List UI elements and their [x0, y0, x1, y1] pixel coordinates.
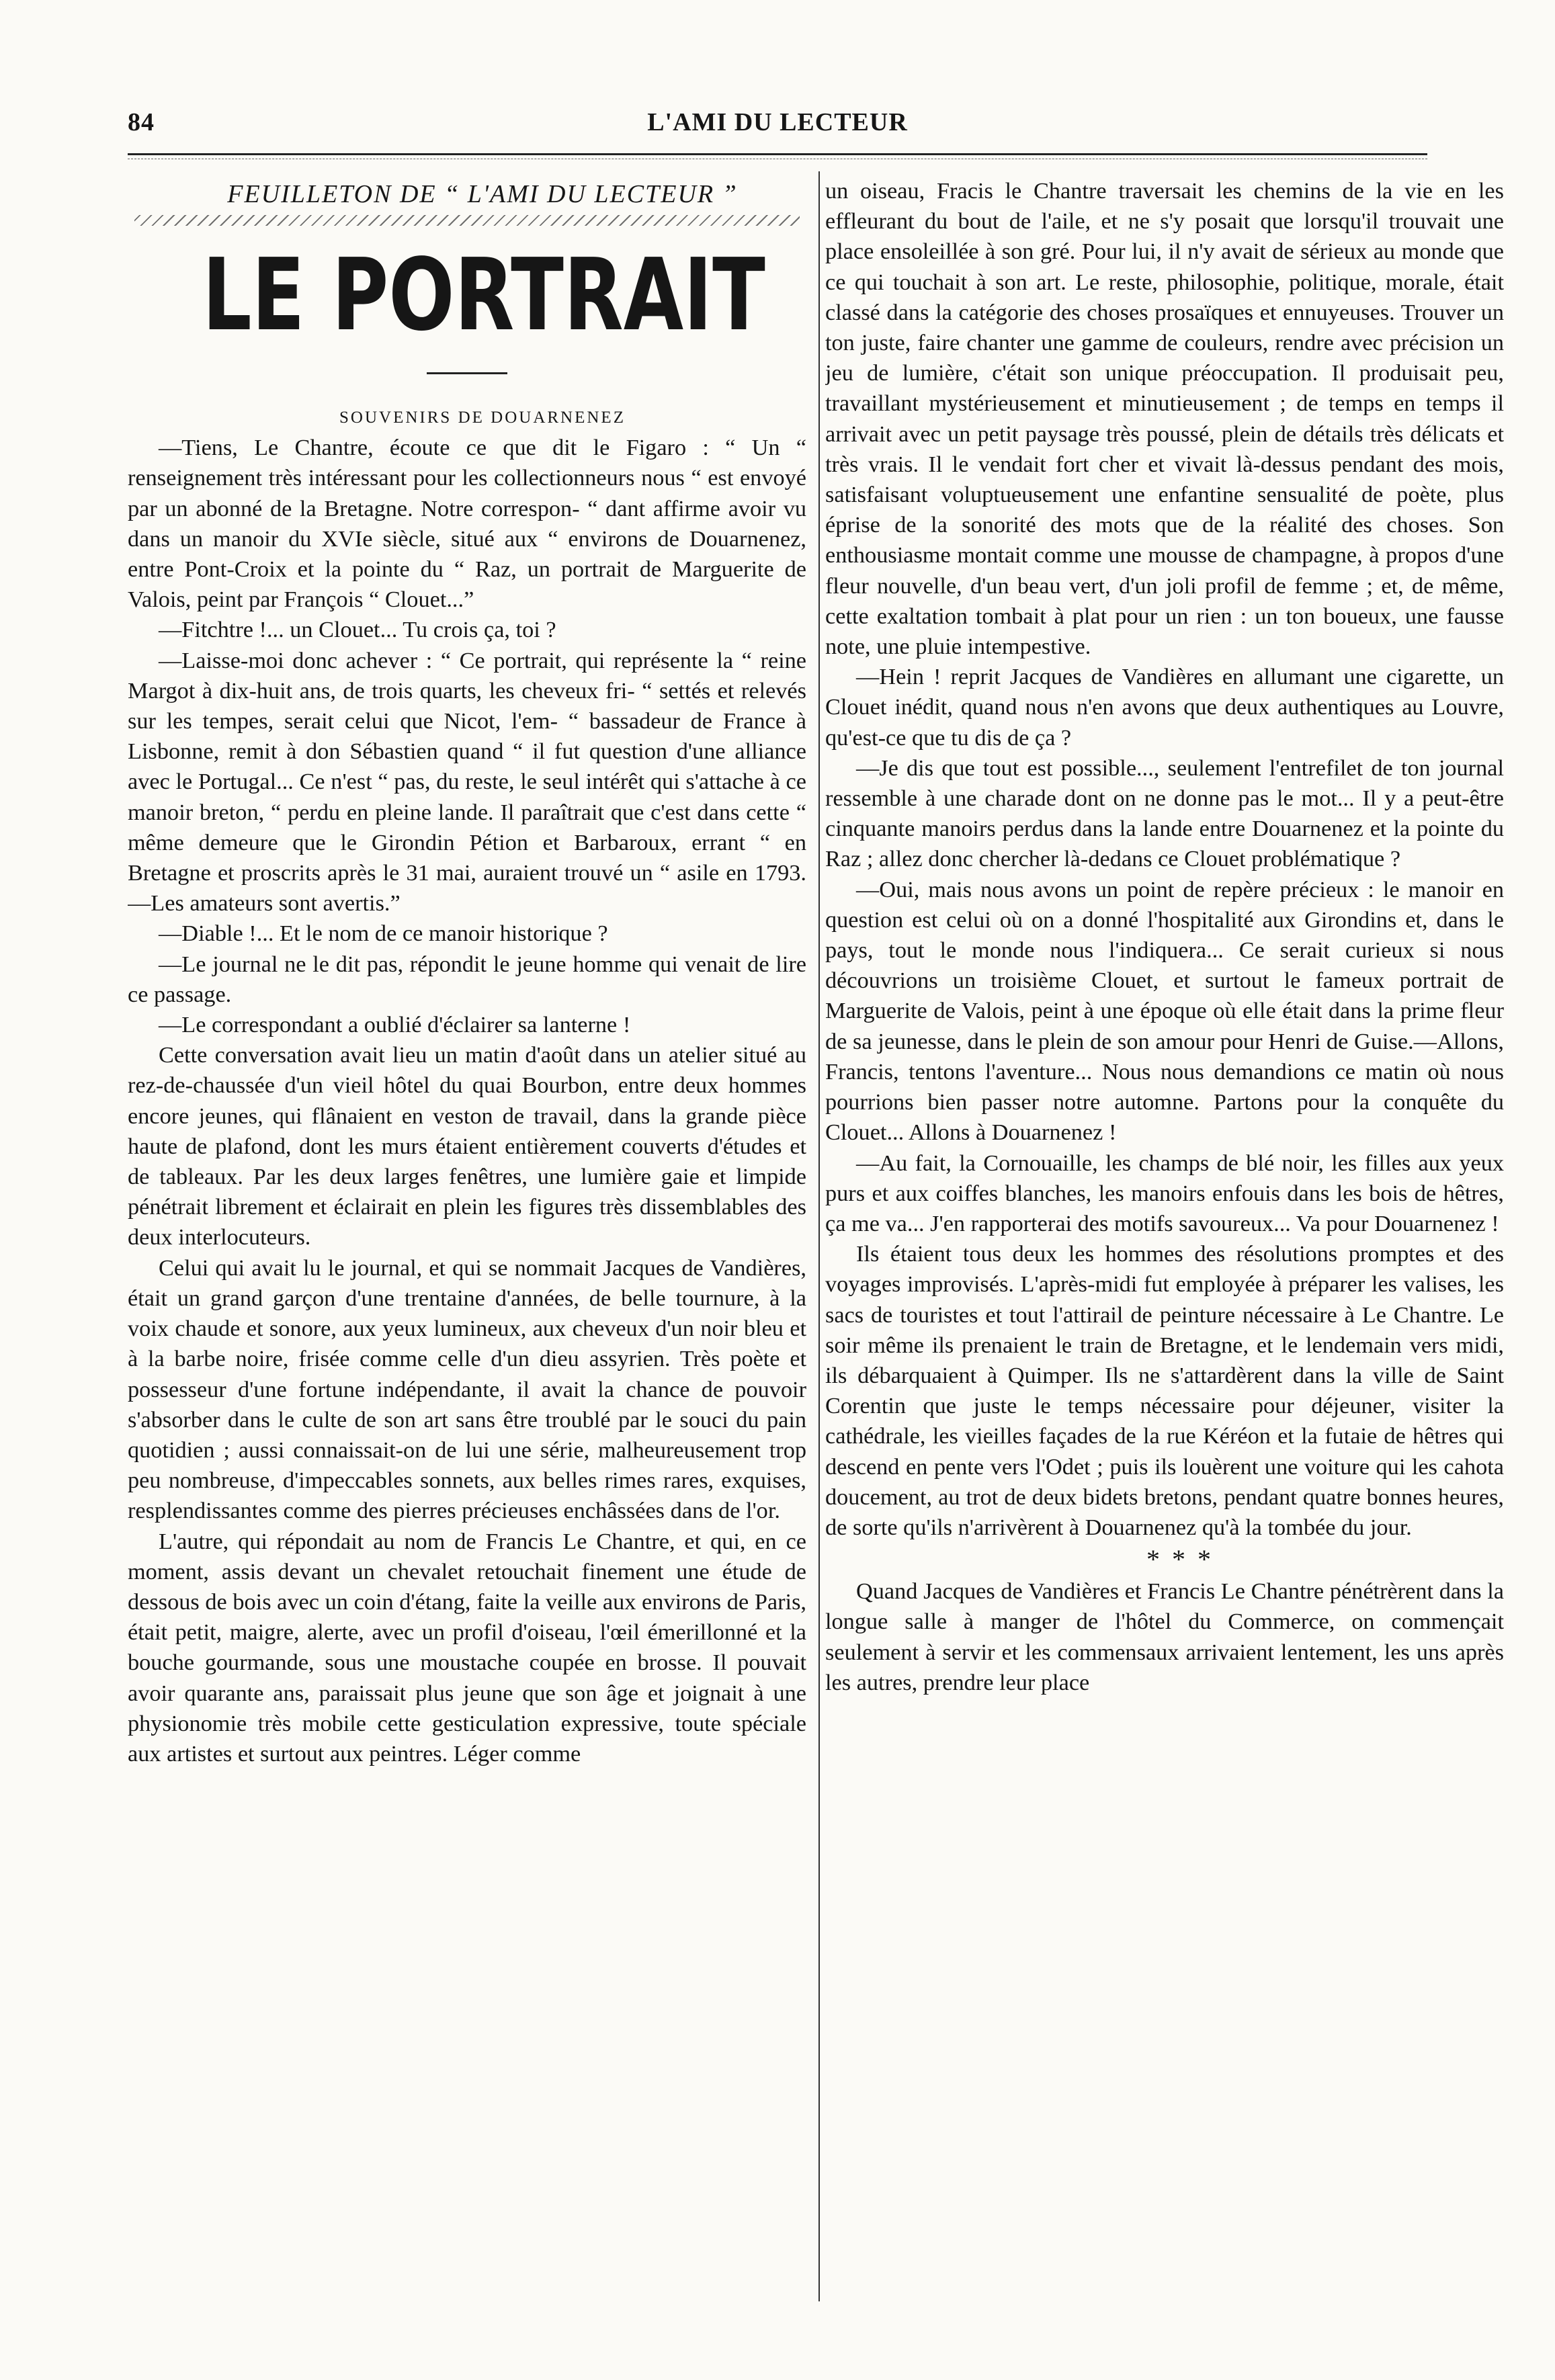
right-column-text-continued	[825, 1576, 1504, 1698]
paragraph: Cette conversation avait lieu un matin d'août dans un atelier situé au rez-de-chaussée d'un vieil hôtel du quai Bourbon, entre deux hommes encore jeunes, qui flânaient en veston de travail, dans la grande pièce haute de plafond, dont les murs étaient entièrement couverts d'études et de tableaux. Par les deux larges fenêtres, une lumière gaie et limpide pénétrait librement et éclairait en plein les figures très dissemblables des deux interlocuteurs.	[128, 1042, 806, 1250]
running-head	[128, 108, 1427, 141]
section-break-asterism: * * *	[1146, 1544, 1214, 1575]
journal-title: L'AMI DU LECTEUR	[647, 108, 908, 136]
paragraph: —Hein ! reprit Jacques de Vandières en allumant une cigarette, un Clouet inédit, quand nous n'en avons que deux authentiques au Louvre, qu'est-ce que tu dis de ça ?	[825, 664, 1504, 751]
right-column	[825, 176, 1504, 2313]
story-subtitle: SOUVENIRS DE DOUARNENEZ	[339, 409, 626, 427]
feuilleton-heading: FEUILLETON DE “ L'AMI DU LECTEUR ”	[227, 180, 738, 208]
paragraph: —Le journal ne le dit pas, répondit le jeune homme qui venait de lire ce passage.	[128, 951, 806, 1007]
paragraph: Quand Jacques de Vandières et Francis Le Chantre pénétrèrent dans la longue salle à manger de l'hôtel du Commerce, on commençait seulement à servir et les commensaux arrivaient lentement, les uns après les autres, prendre leur place	[825, 1578, 1504, 1695]
paragraph: —Laisse-moi donc achever : “ Ce portrait, qui représente la “ reine Margot à dix-huit ans, de trois quarts, les cheveux fri- “ settés et relevés sur les tempes, serait celui que Nicot, l'em- “ bassadeur de France à Lisbonne, remit à don Sébastien quand “ il fut question d'une alliance avec le Portugal... Ce n'est “ pas, du reste, le seul intérêt qui s'attache à ce manoir breton, “ perdu en pleine lande. Il paraîtrait que c'est dans cette “ même demeure que le Girondin Pétion et Barbaroux, errant “ en Bretagne et proscrits après le 31 mai, auraient trouvé un “ asile en 1793.—Les amateurs sont avertis.”	[128, 647, 806, 917]
paragraph: Ils étaient tous deux les hommes des résolutions promptes et des voyages improvisés. L'après-midi fut employée à préparer les valises, les sacs de touristes et tout l'attirail de peinture nécessaire à Le Chantre. Le soir même ils prenaient le train de Bretagne, et le lendemain vers midi, ils débarquaient à Quimper. Ils ne s'attardèrent dans la ville de Saint Corentin que juste le temps nécessaire pour déjeuner, visiter la cathédrale, les vieilles façades de la rue Kéréon et la futaie de hêtres qui descend en pente vers l'Odet ; puis ils louèrent une voiture qui les cahota doucement, au trot de deux bidets bretons, pendant quatre bonnes heures, de sorte qu'ils n'arrivèrent à Douarnenez qu'à la tombée du jour.	[825, 1241, 1504, 1540]
paragraph: L'autre, qui répondait au nom de Francis Le Chantre, et qui, en ce moment, assis devant un chevalet retouchait finement une étude de dessous de bois avec un coin d'étang, faite la veille aux environs de Paris, était petit, maigre, alerte, avec un profil d'oiseau, l'œil émerillonné et la bouche gourmande, sous une moustache coupée en brosse. Il pouvait avoir quarante ans, paraissait plus jeune que son âge et joignait à une physionomie très mobile cette gesticulation expressive, toute spéciale aux artistes et surtout aux peintres. Léger comme	[128, 1528, 806, 1767]
paragraph: —Diable !... Et le nom de ce manoir historique ?	[159, 921, 608, 947]
column-divider	[818, 171, 820, 2301]
paragraph: —Oui, mais nous avons un point de repère précieux : le manoir en question est celui où on a donné l'hospitalité aux Girondins et, dans le pays, tout le monde nous l'indiquera... Ce serait curieux si nous découvrions un troisième Clouet, et surtout le fameux portrait de Marguerite de Valois, peint à une époque où elle était dans la prime fleur de sa jeunesse, dans le plein de son amour pour Henri de Guise.—Allons, Francis, tentons l'aventure... Nous nous demandions ce matin où nous pourrions bien passer notre automne. Partons pour la conquête du Clouet... Allons à Douarnenez !	[825, 876, 1504, 1146]
page-number: 84	[128, 108, 155, 136]
story-title: LE PORTRAIT	[202, 237, 765, 353]
wavy-rule	[134, 215, 800, 226]
paragraph: —Tiens, Le Chantre, écoute ce que dit le Figaro : “ Un “ renseignement très intéressant pour les collectionneurs nous “ est envoyé par un abonné de la Bretagne. Notre correspon- “ dant affirme avoir vu dans un manoir du XVIe siècle, situé aux “ environs de Douarnenez, entre Pont-Croix et la pointe du “ Raz, un portrait de Marguerite de Valois, peint par François “ Clouet...”	[128, 435, 806, 613]
paragraph: —Je dis que tout est possible..., seulement l'entrefilet de ton journal ressemble à une charade dont on ne donne pas le mot... Il y a peut-être cinquante manoirs perdus dans la lande entre Douarnenez et la pointe du Raz ; allez donc chercher là-dedans ce Clouet problématique ?	[825, 755, 1504, 872]
right-column-text	[825, 176, 1504, 1543]
paragraph: —Le correspondant a oublié d'éclairer sa lanterne !	[159, 1012, 631, 1038]
left-column	[128, 176, 806, 2313]
header-rule	[128, 153, 1427, 155]
paragraph: —Au fait, la Cornouaille, les champs de blé noir, les filles aux yeux purs et aux coiffes blanches, les manoirs enfouis dans les bois de hêtres, ça me va... J'en rapporterai des motifs savoureux... Va pour Douarnenez !	[825, 1150, 1504, 1236]
paragraph: Celui qui avait lu le journal, et qui se nommait Jacques de Vandières, était un grand garçon d'une trentaine d'années, de belle tournure, à la voix chaude et sonore, aux yeux lumineux, aux cheveux d'un noir bleu et à la barbe noire, frisée comme celle d'un dieu assyrien. Très poète et possesseur d'une fortune indépendante, il avait la chance de pouvoir s'absorber dans le culte de son art sans être troublé par le souci du pain quotidien ; aussi connaissait-on de lui une série, malheureusement trop peu nombreuse, d'impeccables sonnets, aux belles rimes rares, exquises, resplendissantes comme des pierres précieuses enchâssées dans de l'or.	[128, 1255, 806, 1524]
paragraph: —Fitchtre !... un Clouet... Tu crois ça, toi ?	[159, 617, 556, 643]
paragraph: un oiseau, Fracis le Chantre traversait les chemins de la vie en les effleurant du bout de l'aile, et ne s'y posait que lorsqu'il trouvait une place ensoleillée à son gré. Pour lui, il n'y avait de sérieux au monde que ce qui touchait à son art. Le reste, philosophie, politique, morale, était classé dans la catégorie des choses prosaïques et ennuyeuses. Trouver un ton juste, faire chanter une gamme de couleurs, rendre avec précision un jeu de lumière, c'était son unique préoccupation. Il produisait peu, travaillant mystérieusement et minutieusement ; de temps en temps il arrivait avec un petit paysage très poussé, plein de détails très délicats et très vrais. Il le vendait fort cher et vivait là-dessus pendant des mois, satisfaisant voluptueusement une enfantine sensualité de poète, plus éprise de la sonorité des mots que de la réalité des choses. Son enthousiasme montait comme une mousse de champagne, à propos d'une fleur nouvelle, d'un beau vert, d'un joli profil de femme ; et, de même, cette exaltation tombait à plat pour un rien : un ton boueux, une fausse note, une pluie intempestive.	[825, 178, 1504, 660]
title-rule	[427, 372, 507, 374]
left-column-text	[128, 433, 806, 1769]
